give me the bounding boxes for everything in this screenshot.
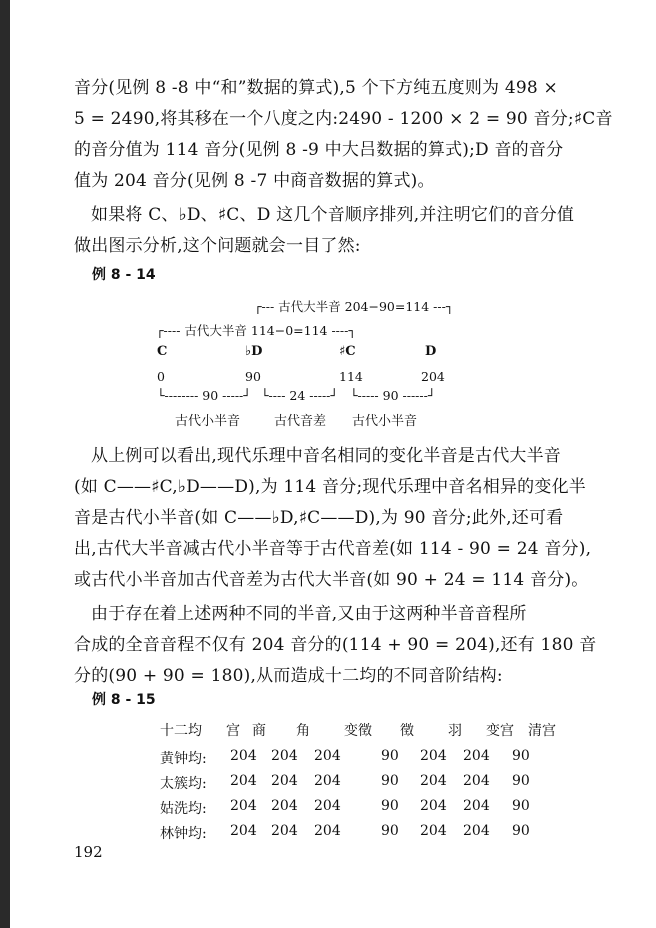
table-header: 清宫 [528,723,556,739]
table-cell: 90 [381,773,399,789]
bracket-mid: ┌---- 古代大半音 114−0=114 ----┐ [156,323,356,338]
table-cell: 204 [314,773,341,789]
note-d: D [425,344,437,359]
table-cell: 204 [314,798,341,814]
value-204: 204 [421,369,445,384]
table-cell: 90 [381,798,399,814]
table-cell: 204 [420,823,447,839]
label-small-semitone-1: 古代小半音 [175,414,241,429]
table-header: 徵 [400,723,414,739]
bracket-bottom-1: └-------- 90 -----┘ [157,388,251,403]
value-0: 0 [157,369,165,384]
table-cell: 90 [381,823,399,839]
table-cell: 204 [271,773,298,789]
table-cell: 204 [314,748,341,764]
value-114: 114 [339,369,363,384]
text-line: 的音分值为 114 音分(见例 8 -9 中大吕数据的算式);D 音的音分 [74,140,564,160]
text-line: 如果将 C、♭D、♯C、D 这几个音顺序排列,并注明它们的音分值 [91,205,575,225]
table-cell: 204 [463,748,490,764]
note-c: C [157,344,168,359]
note-c-sharp: ♯C [339,344,356,359]
table-cell: 90 [381,748,399,764]
table-header: 羽 [448,723,462,739]
table-header: 宫 [226,723,240,739]
table-row-label: 黄钟均: [160,751,207,767]
text-line: 5 = 2490,将其移在一个八度之内:2490 - 1200 × 2 = 90 音分;♯C音 [74,109,613,129]
text-line: 由于存在着上述两种不同的半音,又由于这两种半音音程所 [91,604,527,624]
table-cell: 204 [271,823,298,839]
bracket-top: ┌--- 古代大半音 204−90=114 ---┐ [254,299,454,314]
bracket-bottom-2: └---- 24 -----┘ [261,388,338,403]
example-label: 例 8 - 15 [92,692,156,708]
bracket-bottom-3: └----- 90 ------┘ [350,388,436,403]
table-cell: 204 [420,773,447,789]
table-cell: 204 [463,823,490,839]
table-row-label: 姑洗均: [160,801,207,817]
text-line: 或古代小半音加古代音差为古代大半音(如 90 + 24 = 114 音分)。 [74,570,589,590]
table-cell: 90 [512,798,530,814]
table-cell: 90 [512,748,530,764]
table-cell: 90 [512,773,530,789]
example-label: 例 8 - 14 [92,267,156,283]
table-cell: 204 [420,748,447,764]
text-line: 从上例可以看出,现代乐理中音名相同的变化半音是古代大半音 [91,446,562,466]
table-row-label: 林钟均: [160,826,207,842]
table-cell: 204 [420,798,447,814]
table-cell: 204 [463,773,490,789]
text-line: 出,古代大半音减古代小半音等于古代音差(如 114 - 90 = 24 音分), [74,539,592,559]
text-line: 值为 204 音分(见例 8 -7 中商音数据的算式)。 [74,171,435,191]
table-header: 变徵 [344,723,372,739]
table-header: 角 [296,723,310,739]
table-cell: 204 [230,798,257,814]
text-line: 音分(见例 8 -8 中“和”数据的算式),5 个下方纯五度则为 498 × [74,78,558,98]
text-line: 做出图示分析,这个问题就会一目了然: [74,236,361,256]
text-line: (如 C——♯C,♭D——D),为 114 音分;现代乐理中音名相异的变化半 [74,477,586,497]
text-line: 分的(90 + 90 = 180),从而造成十二均的不同音阶结构: [74,666,503,686]
table-cell: 204 [463,798,490,814]
table-cell: 204 [230,773,257,789]
table-cell: 204 [314,823,341,839]
label-comma: 古代音差 [274,414,327,429]
table-header: 变宫 [486,723,514,739]
note-d-flat: ♭D [245,344,263,359]
table-row-label: 太簇均: [160,776,207,792]
table-header: 十二均 [160,723,202,739]
table-cell: 90 [512,823,530,839]
scan-edge [0,0,10,928]
label-small-semitone-2: 古代小半音 [352,414,418,429]
table-header: 商 [252,723,266,739]
table-cell: 204 [271,748,298,764]
table-cell: 204 [271,798,298,814]
page-number: 192 [74,843,103,861]
text-line: 音是古代小半音(如 C——♭D,♯C——D),为 90 音分;此外,还可看 [74,508,564,528]
text-line: 合成的全音音程不仅有 204 音分的(114 + 90 = 204),还有 180 音 [74,635,597,655]
table-cell: 204 [230,823,257,839]
value-90: 90 [245,369,261,384]
table-cell: 204 [230,748,257,764]
